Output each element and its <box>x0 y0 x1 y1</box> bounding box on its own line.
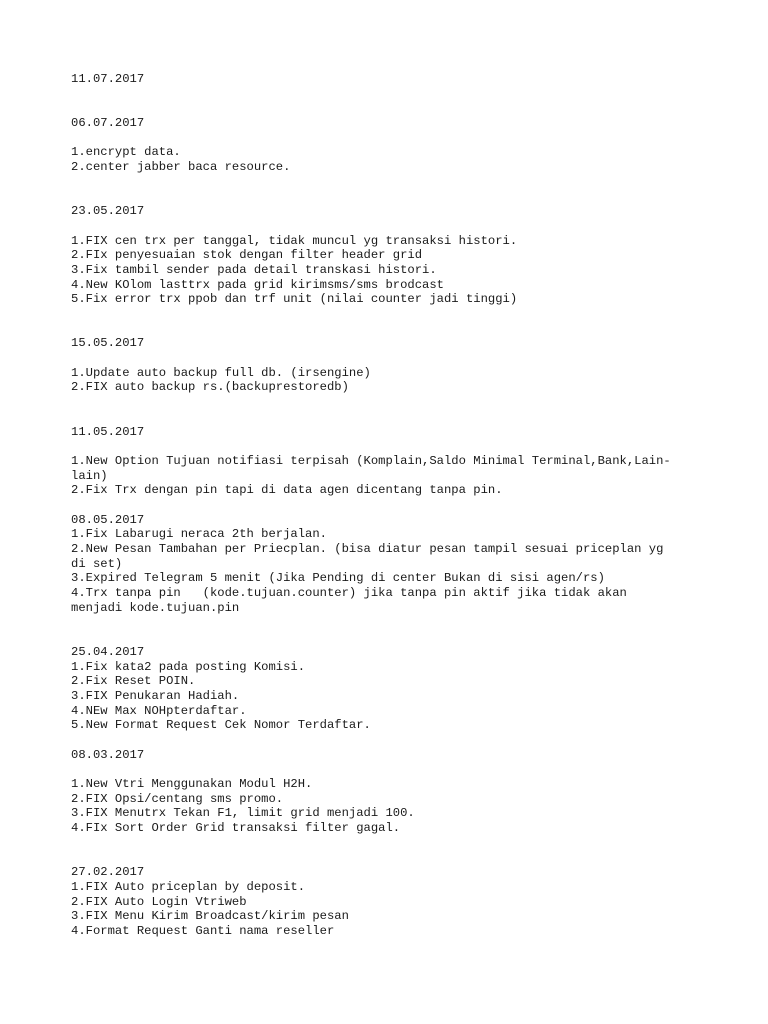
release-date: 11.07.2017 <box>71 72 145 86</box>
changelog-entry: 1.New Vtri Menggunakan Modul H2H. <box>71 777 313 791</box>
changelog-entry: 2.Fix Reset POIN. <box>71 674 196 689</box>
blank-line <box>71 439 701 454</box>
changelog-entry: 4.FIx Sort Order Grid transaksi filter gagal. <box>71 821 401 836</box>
changelog-entry: 3.Fix tambil sender pada detail transkasi histori. <box>71 262 437 277</box>
changelog-entry: 2.Fix Trx dengan pin tapi di data agen dicentang tanpa pin. <box>71 483 503 498</box>
changelog-entry: 5.New Format Request Cek Nomor Terdaftar. <box>71 718 371 733</box>
blank-line <box>71 410 701 425</box>
changelog-entry: 4.New KOlom lasttrx pada grid kirimsms/sms brodcast <box>71 277 444 292</box>
blank-line <box>71 850 701 865</box>
release-date: 25.04.2017 <box>71 644 145 659</box>
changelog-entry: 1.Update auto backup full db. (irsengine) <box>71 365 371 380</box>
changelog-entry: di set) <box>71 556 123 571</box>
changelog-entry: 3.FIX Penukaran Hadiah. <box>71 688 240 703</box>
changelog-entry: 2.center jabber baca resource. <box>71 160 291 175</box>
changelog-entry: 1.FIX cen trx per tanggal, tidak muncul yg transaksi histori. <box>71 233 518 248</box>
changelog-entry: 3.FIX Menutrx Tekan F1, limit grid menjadi 100. <box>71 806 415 821</box>
blank-line <box>71 87 701 102</box>
blank-line <box>71 175 701 190</box>
changelog-entry: 4.Trx tanpa pin (kode.tujuan.counter) jika tanpa pin aktif jika tidak akan <box>71 586 627 601</box>
blank-line <box>71 836 701 851</box>
changelog-entry: 2.New Pesan Tambahan per Priecplan. (bisa diatur pesan tampil sesuai priceplan yg <box>71 542 664 556</box>
release-date: 08.03.2017 <box>71 747 145 762</box>
blank-line <box>71 498 701 513</box>
changelog-entry: lain) <box>71 468 108 483</box>
blank-line <box>71 307 701 322</box>
changelog-entry: 1.Fix kata2 pada posting Komisi. <box>71 659 306 674</box>
changelog-entry: menjadi kode.tujuan.pin <box>71 600 240 615</box>
changelog-entry: 5.Fix error trx ppob dan trf unit (nilai counter jadi tinggi) <box>71 292 518 307</box>
blank-line <box>71 615 701 630</box>
blank-line <box>71 351 701 366</box>
blank-line <box>71 762 701 777</box>
changelog-entry: 2.FIx penyesuaian stok dengan filter header grid <box>71 248 423 263</box>
release-date: 06.07.2017 <box>71 116 145 131</box>
changelog-entry: 4.Format Request Ganti nama reseller <box>71 923 335 938</box>
changelog-entry: 4.NEw Max NOHpterdaftar. <box>71 703 247 718</box>
blank-line <box>71 131 701 146</box>
release-date: 11.05.2017 <box>71 424 145 439</box>
blank-line <box>71 395 701 410</box>
changelog-entry: 1.FIX Auto priceplan by deposit. <box>71 879 306 894</box>
changelog-entry: 1.encrypt data. <box>71 145 181 160</box>
changelog-entry: 2.FIX Auto Login Vtriweb <box>71 894 247 909</box>
blank-line <box>71 322 701 337</box>
changelog-text <box>71 72 701 939</box>
blank-line <box>71 190 701 205</box>
blank-line <box>71 101 701 116</box>
changelog-entry: 2.FIX Opsi/centang sms promo. <box>71 791 284 806</box>
changelog-entry: 3.Expired Telegram 5 menit (Jika Pending di center Bukan di sisi agen/rs) <box>71 571 605 586</box>
blank-line <box>71 630 701 645</box>
release-date: 15.05.2017 <box>71 336 145 351</box>
release-date: 27.02.2017 <box>71 865 145 880</box>
blank-line <box>71 733 701 748</box>
changelog-entry: 1.Fix Labarugi neraca 2th berjalan. <box>71 527 327 542</box>
release-date: 23.05.2017 <box>71 204 145 219</box>
release-date: 08.05.2017 <box>71 512 145 527</box>
blank-line <box>71 219 701 234</box>
changelog-entry: 2.FIX auto backup rs.(backuprestoredb) <box>71 380 349 395</box>
changelog-entry: 3.FIX Menu Kirim Broadcast/kirim pesan <box>71 909 349 924</box>
changelog-entry: 1.New Option Tujuan notifiasi terpisah (Komplain,Saldo Minimal Terminal,Bank,Lain- <box>71 453 671 468</box>
